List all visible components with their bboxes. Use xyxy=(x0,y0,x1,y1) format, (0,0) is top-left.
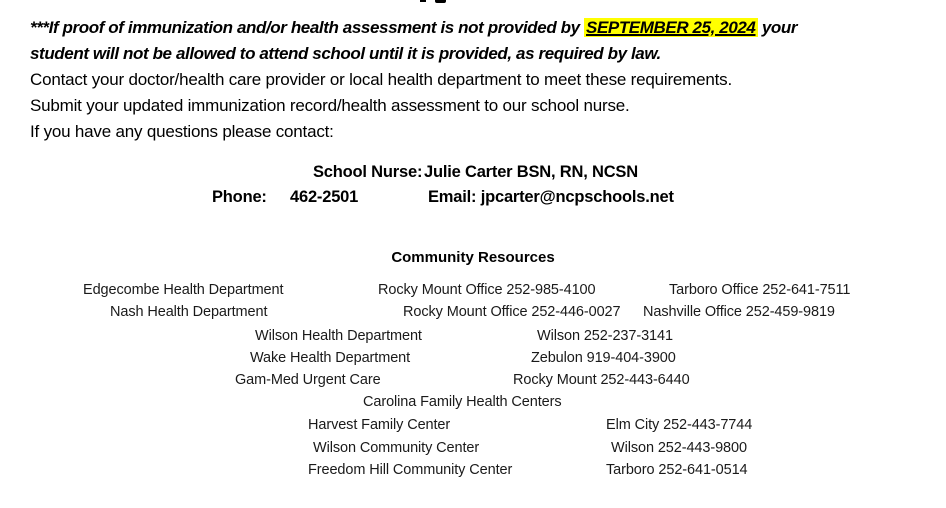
resource-contact: Wilson 252-443-9800 xyxy=(611,440,747,456)
notice-line-2: student will not be allowed to attend school until it is provided, as required by law. xyxy=(30,44,661,63)
resource-name: Edgecombe Health Department xyxy=(83,282,284,298)
clipped-letter-mark xyxy=(435,0,446,3)
resource-contact: Nashville Office 252-459-9819 xyxy=(643,304,835,320)
school-nurse-label: School Nurse: xyxy=(313,163,423,181)
school-nurse-name: Julie Carter BSN, RN, NCSN xyxy=(424,163,638,181)
resource-contact: Zebulon 919-404-3900 xyxy=(531,350,676,366)
notice-line-1-suffix: your xyxy=(757,18,798,37)
notice-line-3: Contact your doctor/health care provider or local health department to meet these requirements. xyxy=(30,70,732,89)
phone-label: Phone: xyxy=(212,188,267,206)
resource-name: Wilson Community Center xyxy=(313,440,480,456)
resource-contact: Rocky Mount 252-443-6440 xyxy=(513,372,690,388)
notice-line-5: If you have any questions please contact: xyxy=(30,122,334,141)
resource-name: Nash Health Department xyxy=(110,304,268,320)
email-text: Email: jpcarter@ncpschools.net xyxy=(428,188,674,206)
resource-name: Wilson Health Department xyxy=(255,328,422,344)
resource-contact: Tarboro 252-641-0514 xyxy=(606,462,748,478)
resource-name: Harvest Family Center xyxy=(308,417,451,433)
deadline-date-highlight: SEPTEMBER 25, 2024 xyxy=(586,18,756,37)
notice-line-4: Submit your updated immunization record/health assessment to our school nurse. xyxy=(30,96,630,115)
resource-contact: Wilson 252-237-3141 xyxy=(537,328,673,344)
phone-number: 462-2501 xyxy=(290,188,359,206)
resource-contact: Tarboro Office 252-641-7511 xyxy=(669,282,851,298)
resource-name: Wake Health Department xyxy=(250,350,411,366)
notice-line-1-prefix: ***If proof of immunization and/or health assessment is not provided by xyxy=(30,18,584,37)
clipped-letter-mark xyxy=(420,0,426,2)
resource-contact: Rocky Mount Office 252-446-0027 xyxy=(403,304,621,320)
resource-name: Gam-Med Urgent Care xyxy=(235,372,381,388)
resource-contact: Elm City 252-443-7744 xyxy=(606,417,753,433)
notice-line-1 xyxy=(30,18,797,38)
community-resources-heading: Community Resources xyxy=(391,249,555,266)
resource-group-heading: Carolina Family Health Centers xyxy=(363,394,562,410)
resource-name: Freedom Hill Community Center xyxy=(308,462,513,478)
resource-contact: Rocky Mount Office 252-985-4100 xyxy=(378,282,596,298)
